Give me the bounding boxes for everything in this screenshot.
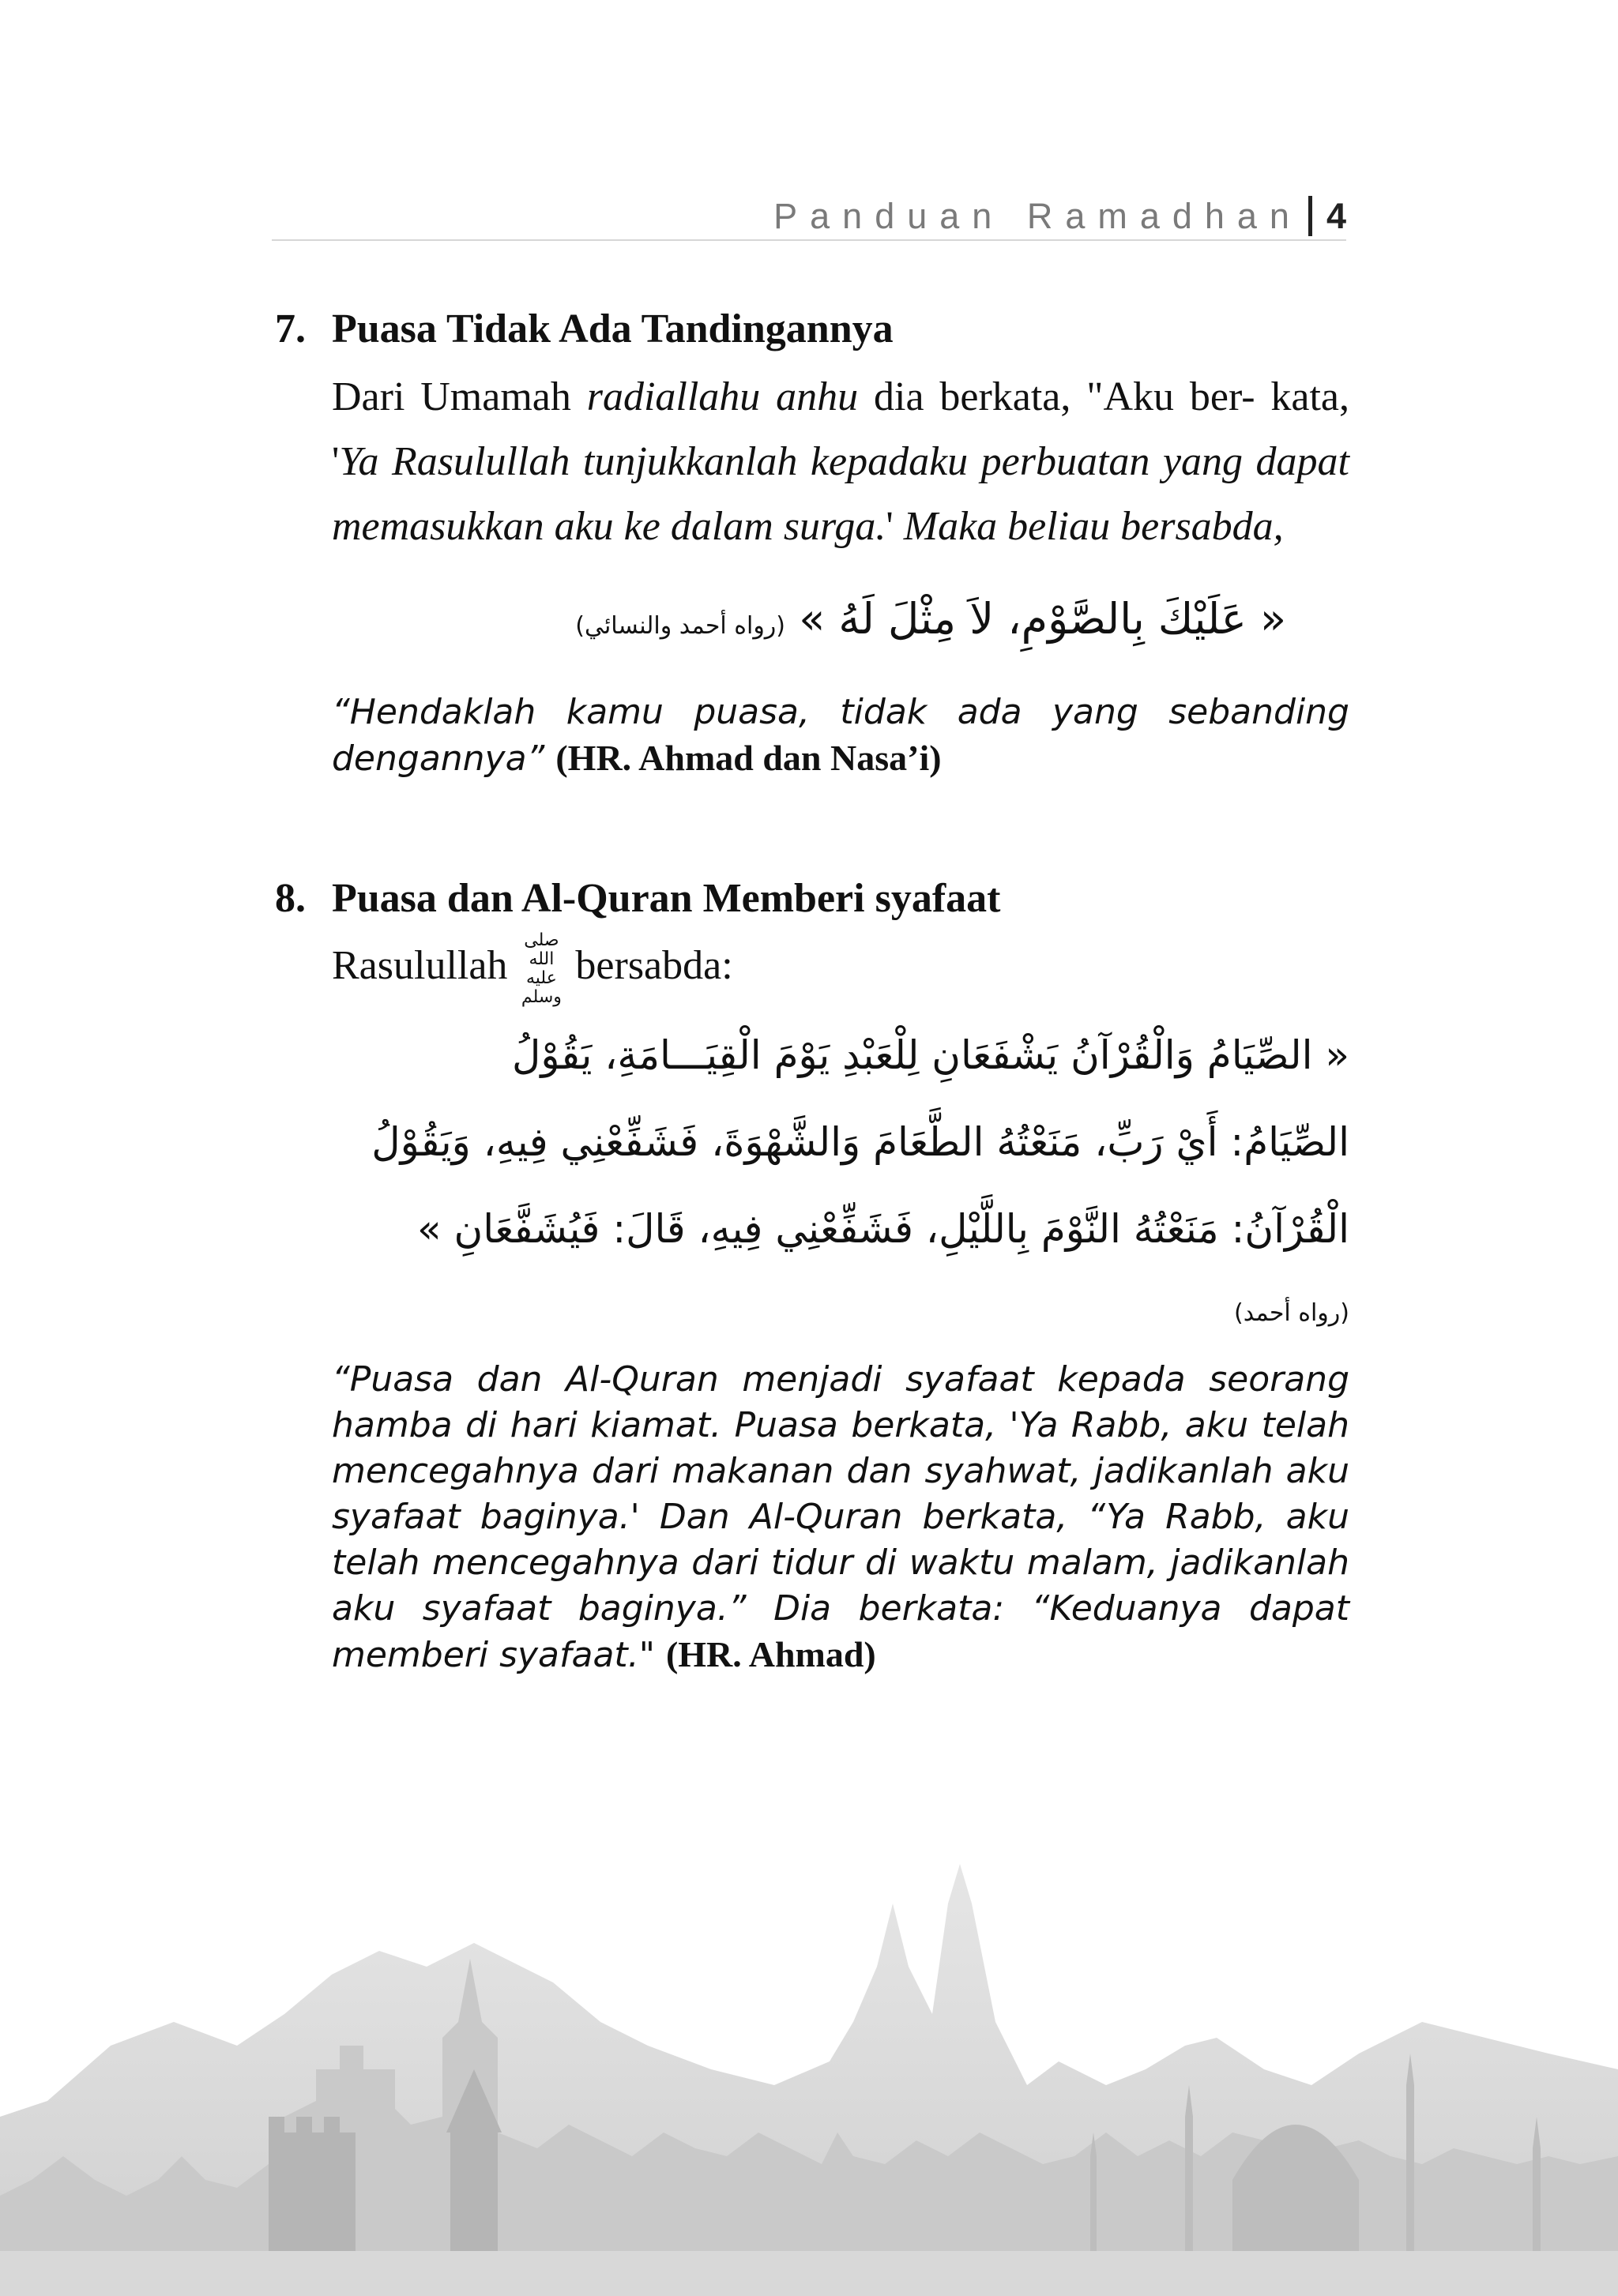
intro-text: dia berkata, "Aku ber- kata, ' xyxy=(332,374,1350,484)
intro-text: ' xyxy=(886,504,904,549)
translation-text: “Hendaklah kamu puasa, tidak ada yang sebanding dengannya” xyxy=(332,692,1349,779)
hadith-line: الْقُرْآنُ: مَنَعْتُهُ النَّوْمَ بِاللَّيْلِ، فَشَفِّعْنِي فِيهِ، قَالَ: فَيُشَفَّعَانِ » xyxy=(416,1206,1349,1252)
section-7-translation xyxy=(332,690,1349,782)
section-7 xyxy=(275,302,1349,817)
closing-quote: " xyxy=(638,1635,655,1675)
section-8-hadith-source: (رواه أحمد) xyxy=(1234,1299,1349,1327)
section-7-heading xyxy=(275,302,1349,357)
intro-text: Dari Umamah xyxy=(332,374,587,419)
hadith-arabic-text: « عَلَيْكَ بِالصَّوْمِ، لاَ مِثْلَ لَهُ » xyxy=(799,594,1286,644)
intro-name: Rasulullah xyxy=(332,942,508,988)
section-8-number: 8. xyxy=(275,876,306,921)
intro-honorific: radiallahu anhu xyxy=(586,374,859,419)
section-8-intro xyxy=(332,931,1349,1007)
section-8-heading xyxy=(275,871,1349,926)
hadith-source-arabic: (رواه أحمد والنسائي) xyxy=(575,612,786,640)
section-8-translation xyxy=(332,1357,1349,1678)
hadith-reference: (HR. Ahmad) xyxy=(665,1634,876,1674)
section-8-hadith-arabic xyxy=(332,1012,1349,1272)
intro-verb: bersabda: xyxy=(575,942,733,988)
hadith-line: الصِّيَامُ: أَيْ رَبِّ، مَنَعْتُهُ الطَّعَامَ وَالشَّهْوَةَ، فَشَفِّعْنِي فِيهِ، وَيَقُوْلُ xyxy=(371,1119,1349,1165)
translation-text: “Puasa dan Al-Quran menjadi syafaat kepada seorang hamba di hari kiamat. Puasa berkata, 'Ya Rabb, aku telah mencegahnya dari makanan dan syahwat, jadikanlah aku syafaat baginya.' Dan Al-Quran berkata, “Ya Rabb, aku telah mencegahnya dari tidur di waktu malam, jadikanlah aku syafaat baginya.” Dia berkata: “Keduanya dapat memberi syafaat. xyxy=(332,1359,1349,1675)
section-8-title: Puasa dan Al-Quran Memberi syafaat xyxy=(332,876,1001,921)
page-header xyxy=(272,194,1346,241)
intro-text-end: Maka beliau bersabda, xyxy=(903,504,1284,549)
section-7-title: Puasa Tidak Ada Tandingannya xyxy=(332,306,894,351)
section-7-hadith-arabic xyxy=(332,588,1349,658)
intro-quote: Ya Rasulullah tunjukkanlah kepadaku perbuatan yang dapat memasukkan aku ke dalam surga. xyxy=(332,439,1349,549)
ground xyxy=(0,2251,1618,2296)
section-7-intro xyxy=(332,365,1349,559)
hadith-line: « الصِّيَامُ وَالْقُرْآنُ يَشْفَعَانِ لِلْعَبْدِ يَوْمَ الْقِيَـــامَةِ، يَقُوْلُ xyxy=(512,1032,1349,1078)
section-7-number: 7. xyxy=(275,306,306,351)
page-number: 4 xyxy=(1308,196,1346,236)
section-8 xyxy=(275,871,1349,1713)
salawat-glyph: صلى الله عليه وسلم xyxy=(521,930,562,1007)
city-skyline-illustration xyxy=(0,1785,1618,2296)
hadith-reference: (HR. Ahmad dan Nasa’i) xyxy=(555,738,942,778)
running-title: Panduan Ramadhan xyxy=(773,196,1302,236)
